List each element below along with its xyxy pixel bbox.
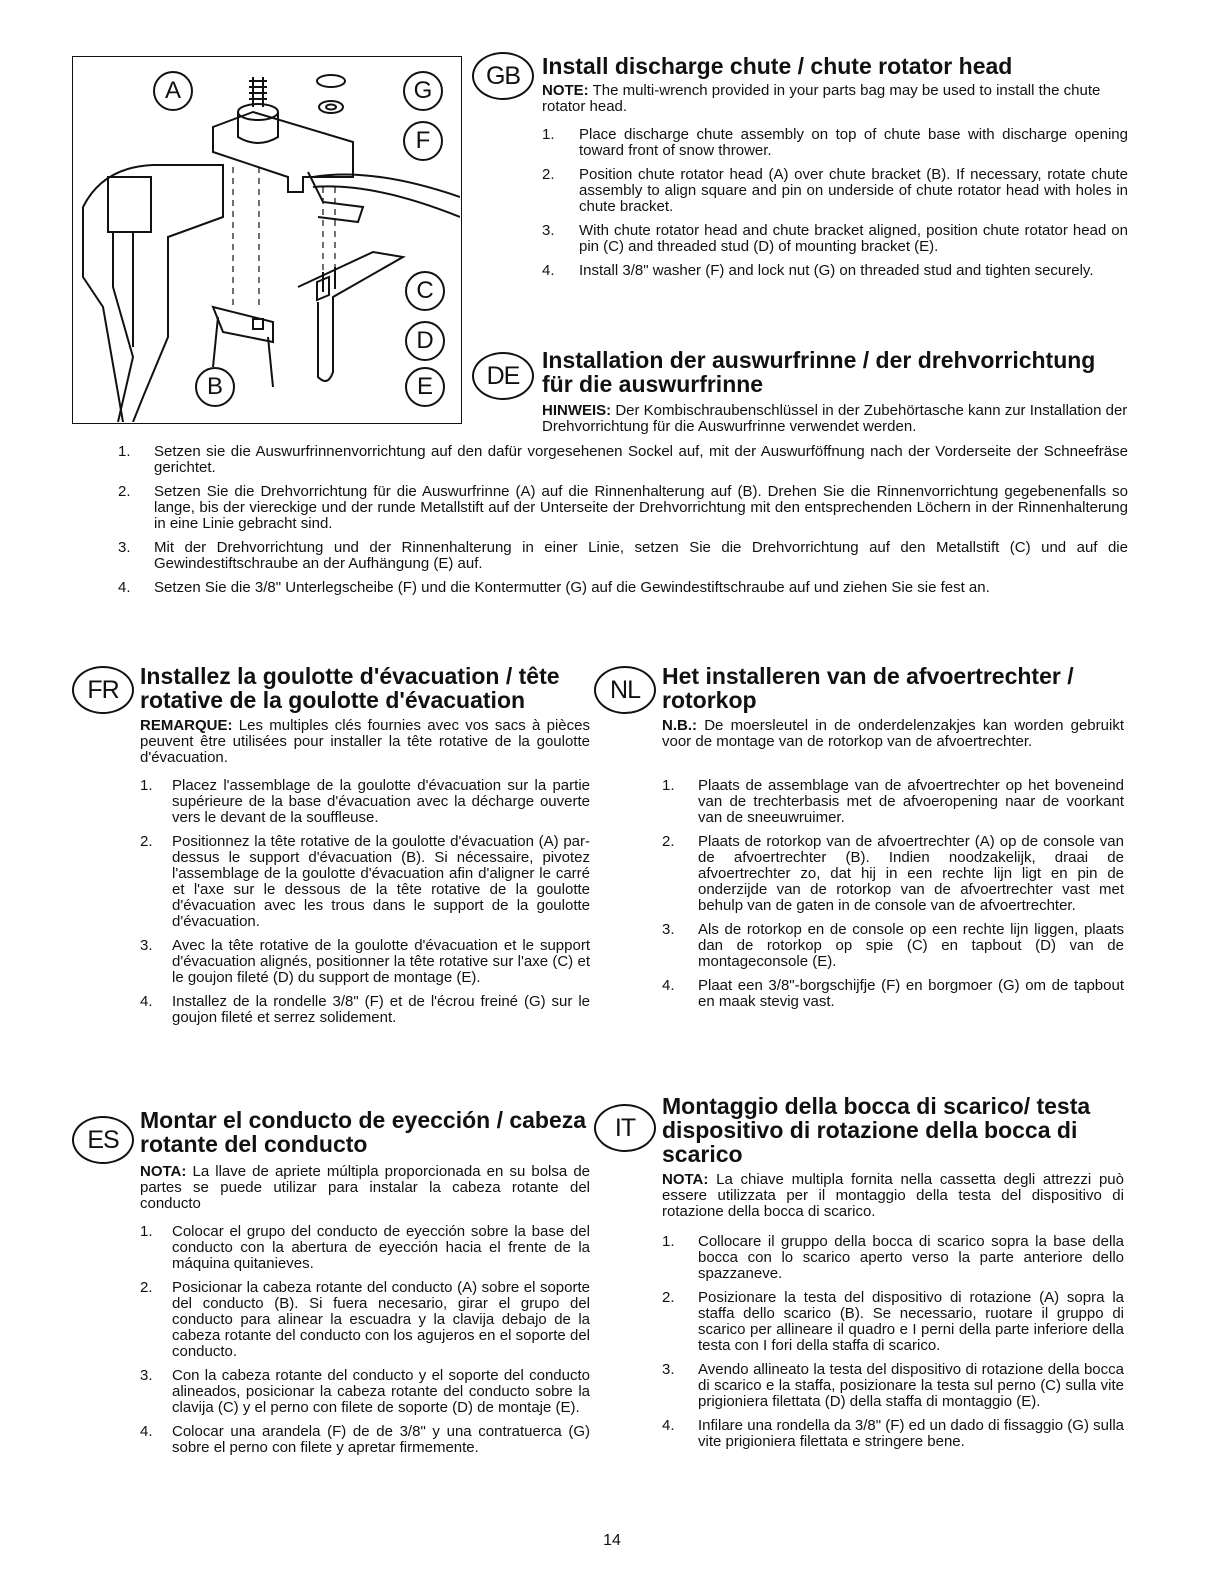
section-title-de-line1: Installation der auswurfrinne / der drehvorrichtung: [542, 347, 1096, 373]
callout-c-label: C: [416, 277, 434, 304]
note-fr: [140, 718, 590, 766]
step-number: 3.: [118, 539, 131, 556]
list-item: [118, 484, 1128, 532]
step-text: Plaats de rotorkop van de afvoertrechter (A) op de console van de afvoertrechter (B). Indien noodzakelijk, draai de afvoertrechter zo, dat hij in een rechte lijn ligt en pin de onderzijde van de rotorkop van de afvoertrechter vast met behulp van de gaten in de console van de afvoertrechter.: [698, 833, 1124, 914]
step-number: 4.: [662, 1417, 675, 1434]
step-text: Setzen Sie die Drehvorrichtung für die Auswurfrinne (A) auf die Rinnenhalterung auf (B). Drehen Sie die Rinnenvorrichtung gegebenenfalls so lange, bis der viereckige und der runde Metallstift auf der Unterseite der Drehvorrichtung mit den entsprechenden Löchern in der Rinnenhalterung in eine Linie gebracht sind.: [154, 483, 1128, 532]
step-number: 1.: [140, 1223, 153, 1240]
step-number: 3.: [140, 937, 153, 954]
step-number: 2.: [662, 1289, 675, 1306]
step-text: Plaats de assemblage van de afvoertrechter op het boveneind van de trechterbasis met de afvoeropening naar de voorkant van de sneeuwruimer.: [698, 777, 1124, 826]
callout-d: [405, 321, 445, 361]
step-text: Posizionare la testa del dispositivo di rotazione (A) sopra la staffa dello scarico (B). Se necessario, ruotare il gruppo di scarico per allineare il quadro e I perni della parte inferiore della testa con I fori della staffa di scarico.: [698, 1289, 1124, 1354]
note-text-gb: The multi-wrench provided in your parts bag may be used to install the chute rotator head.: [542, 82, 1101, 115]
assembly-figure: [72, 56, 462, 424]
step-text: Installez de la rondelle 3/8" (F) et de l'écrou freiné (G) sur le goujon fileté et serrez solidement.: [172, 993, 590, 1026]
steps-fr: [140, 778, 590, 1034]
list-item: [542, 263, 1128, 279]
step-text: Con la cabeza rotante del conducto y el soporte del conducto alineados, posicionar la cabeza rotante del conducto sobre la clavija (C) y el perno con filete de soporte (D) de montaje (E).: [172, 1367, 590, 1416]
step-text: Collocare il gruppo della bocca di scarico sopra la base della bocca con lo scarico aperto verso la parte anteriore dello spazzaneve.: [698, 1233, 1124, 1282]
step-number: 3.: [140, 1367, 153, 1384]
step-text: Avendo allineato la testa del dispositivo di rotazione della bocca di scarico e la staffa, posizionare la testa sul perno (C) sulla vite prigioniera filettata (D) della staffa di montaggio (E).: [698, 1361, 1124, 1410]
steps-de: [118, 444, 1128, 604]
list-item: [118, 580, 1128, 596]
list-item: [662, 978, 1124, 1010]
list-item: [662, 1418, 1124, 1450]
list-item: [140, 778, 590, 826]
note-label-de: HINWEIS:: [542, 402, 612, 419]
step-text: Placez l'assemblage de la goulotte d'évacuation sur la partie supérieure de la base d'évacuation avec la décharge ouverte vers le devant de la souffleuse.: [172, 777, 590, 826]
step-number: 1.: [140, 777, 153, 794]
list-item: [140, 834, 590, 930]
steps-it: [662, 1234, 1124, 1458]
list-item: [662, 834, 1124, 914]
callout-a-label: A: [164, 77, 181, 104]
step-number: 2.: [118, 483, 131, 500]
list-item: [140, 1368, 590, 1416]
section-title-es: Montar el conducto de eyección / cabeza rotante del conducto: [140, 1107, 587, 1157]
step-text: Colocar una arandela (F) de de 3/8" y una contratuerca (G) sobre el perno con filete y apretar firmemente.: [172, 1423, 590, 1456]
step-text: Setzen sie die Auswurfrinnenvorrichtung auf den dafür vorgesehenen Sockel auf, mit der Auswurföffnung nach der Vorderseite der Schneefräse gerichtet.: [154, 443, 1128, 476]
step-number: 4.: [542, 262, 555, 279]
note-label-it: NOTA:: [662, 1171, 709, 1188]
language-badge-nl: NL: [594, 666, 656, 714]
section-title-gb: Install discharge chute / chute rotator head: [542, 53, 1013, 79]
callout-e: [405, 367, 445, 407]
step-text: Avec la tête rotative de la goulotte d'évacuation et le support d'évacuation alignés, positionner la tête rotative sur l'axe (C) et le goujon fileté (D) du support de montage (E).: [172, 937, 590, 986]
list-item: [542, 127, 1128, 159]
steps-gb: [542, 127, 1128, 287]
steps-nl: [662, 778, 1124, 1018]
section-title-nl: Het installeren van de afvoertrechter / rotorkop: [662, 663, 1074, 713]
callout-f: [403, 121, 443, 161]
step-text: Setzen Sie die 3/8" Unterlegscheibe (F) und die Kontermutter (G) auf die Gewindestiftschraube auf und ziehen Sie sie fest an.: [154, 579, 990, 596]
step-number: 4.: [662, 977, 675, 994]
section-title-de: [542, 348, 1162, 396]
step-number: 1.: [662, 1233, 675, 1250]
list-item: [140, 1224, 590, 1272]
section-title-it: Montaggio della bocca di scarico/ testa dispositivo di rotazione della bocca di scarico: [662, 1093, 1091, 1167]
list-item: [118, 444, 1128, 476]
step-text: With chute rotator head and chute bracket aligned, position chute rotator head on pin (C) and threaded stud (D) of mounting bracket (E).: [579, 222, 1128, 255]
step-text: Infilare una rondella da 3/8" (F) ed un dado di fissaggio (G) sulla vite prigioniera filettata e stringere bene.: [698, 1417, 1124, 1450]
note-text-nl: De moersleutel in de onderdelenzakjes kan worden gebruikt voor de montage van de rotorkop van de afvoertrechter.: [662, 717, 1124, 750]
step-text: Plaat een 3/8"-borgschijfje (F) en borgmoer (G) om de tapbout en maak stevig vast.: [698, 977, 1124, 1010]
callout-c: [405, 271, 445, 311]
language-badge-es: ES: [72, 1116, 134, 1164]
section-title-de-line2: für die auswurfrinne: [542, 371, 764, 397]
list-item: [662, 778, 1124, 826]
step-text: Als de rotorkop en de console op een rechte lijn liggen, plaats dan de rotorkop op spie (C) en tapbout (D) van de montageconsole (E).: [698, 921, 1124, 970]
note-text-fr: Les multiples clés fournies avec vos sacs à pièces peuvent être utilisées pour installer la tête rotative de la goulotte d'évacuation.: [140, 717, 590, 766]
callout-f-label: F: [415, 127, 431, 154]
list-item: [140, 1424, 590, 1456]
step-text: Positionnez la tête rotative de la goulotte d'évacuation (A) par-dessus le support d'évacuation (B). Si nécessaire, pivotez l'assemblage de la goulotte d'évacuation afin d'aligner le carré et l'axe sur le dessous de la tête rotative de la goulotte d'évacuation avec les trous dans le support de la goulotte d'évacuation.: [172, 833, 590, 930]
step-number: 3.: [542, 222, 555, 239]
note-nl: [662, 718, 1124, 750]
note-it: [662, 1172, 1124, 1220]
note-label-nl: N.B.:: [662, 717, 697, 734]
callout-g-label: G: [413, 77, 433, 104]
callout-b: [195, 367, 235, 407]
page-number: 14: [603, 1532, 621, 1549]
note-text-de: Der Kombischraubenschlüssel in der Zubehörtasche kann zur Installation der Drehvorrichtung für die Auswurfrinne verwendet werden.: [542, 402, 1128, 435]
list-item: [542, 167, 1128, 215]
language-badge-it: IT: [594, 1104, 656, 1152]
step-number: 1.: [662, 777, 675, 794]
note-label-es: NOTA:: [140, 1163, 187, 1180]
callout-a: [153, 71, 193, 111]
note-de: [542, 403, 1128, 435]
chute-assembly-drawing: [73, 57, 460, 422]
callout-e-label: E: [416, 373, 433, 400]
step-number: 3.: [662, 921, 675, 938]
list-item: [662, 1234, 1124, 1282]
list-item: [118, 540, 1128, 572]
list-item: [140, 1280, 590, 1360]
callout-g: [403, 71, 443, 111]
step-number: 1.: [118, 443, 131, 460]
list-item: [662, 1290, 1124, 1354]
list-item: [662, 1362, 1124, 1410]
note-label-fr: REMARQUE:: [140, 717, 233, 734]
step-text: Place discharge chute assembly on top of chute base with discharge opening toward front of snow thrower.: [579, 126, 1128, 159]
language-badge-de: DE: [472, 352, 534, 400]
step-number: 2.: [140, 1279, 153, 1296]
step-number: 4.: [118, 579, 131, 596]
step-number: 3.: [662, 1361, 675, 1378]
note-gb: [542, 83, 1128, 115]
language-badge-fr: FR: [72, 666, 134, 714]
step-number: 4.: [140, 993, 153, 1010]
language-badge-gb: GB: [472, 52, 534, 100]
list-item: [140, 994, 590, 1026]
callout-d-label: D: [416, 327, 434, 354]
note-text-it: La chiave multipla fornita nella cassetta degli attrezzi può essere utilizzata per il montaggio della testa del dispositivo di rotazione della bocca di scarico.: [662, 1171, 1124, 1220]
list-item: [542, 223, 1128, 255]
list-item: [140, 938, 590, 986]
step-number: 2.: [542, 166, 555, 183]
step-number: 4.: [140, 1423, 153, 1440]
step-number: 1.: [542, 126, 555, 143]
steps-es: [140, 1224, 590, 1464]
note-es: [140, 1164, 590, 1212]
step-number: 2.: [662, 833, 675, 850]
step-text: Colocar el grupo del conducto de eyección sobre la base del conducto con la abertura de eyección hacia el frente de la máquina quitanieves.: [172, 1223, 590, 1272]
callout-b-label: B: [206, 373, 223, 400]
step-text: Mit der Drehvorrichtung und der Rinnenhalterung in einer Linie, setzen Sie die Drehvorrichtung auf den Metallstift (C) und auf die Gewindestiftschraube an der Aufhängung (E) auf.: [154, 539, 1128, 572]
step-text: Install 3/8" washer (F) and lock nut (G) on threaded stud and tighten securely.: [579, 262, 1094, 279]
section-title-fr: Installez la goulotte d'évacuation / tête rotative de la goulotte d'évacuation: [140, 663, 560, 713]
list-item: [662, 922, 1124, 970]
step-text: Position chute rotator head (A) over chute bracket (B). If necessary, rotate chute assembly to align square and pin on underside of chute rotator head with holes in chute bracket.: [579, 166, 1128, 215]
note-text-es: La llave de apriete múltipla proporcionada en su bolsa de partes se puede utilizar para instalar la cabeza rotante del conducto: [140, 1163, 590, 1212]
step-text: Posicionar la cabeza rotante del conducto (A) sobre el soporte del conducto (B). Si fuera necesario, girar el grupo del conducto para alinear la escuadra y la clavija debajo de la cabeza rotante del conducto con los agujeros en el soporte del conducto.: [172, 1279, 590, 1360]
step-number: 2.: [140, 833, 153, 850]
note-label-gb: NOTE:: [542, 82, 589, 99]
